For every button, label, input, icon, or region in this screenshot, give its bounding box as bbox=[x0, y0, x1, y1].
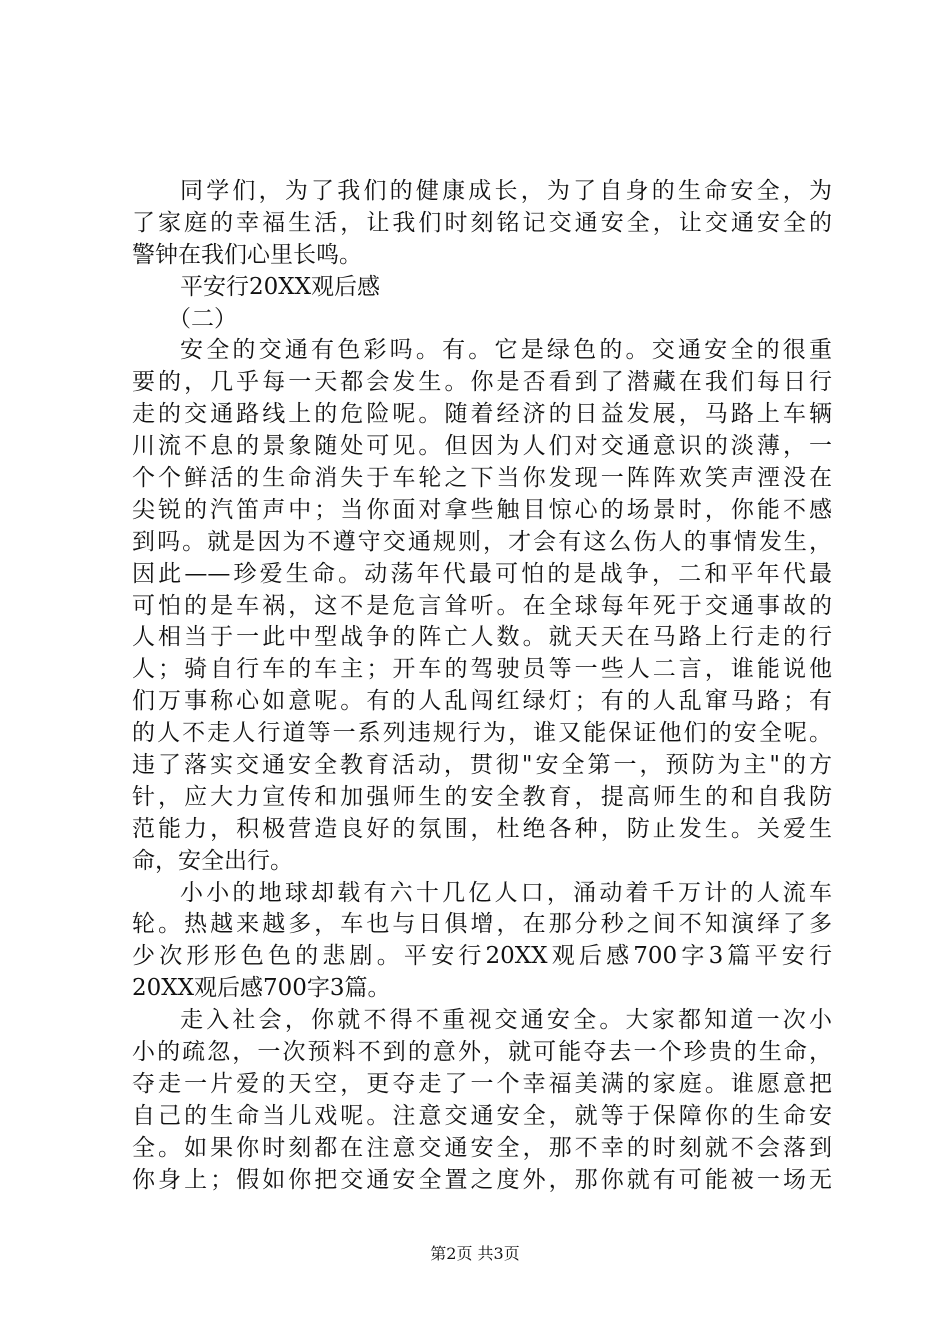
text-line: 轮。热越来越多，车也与日俱增，在那分秒之间不知演绎了多 bbox=[132, 911, 832, 938]
text-line: 川流不息的景象随处可见。但因为人们对交通意识的淡薄，一 bbox=[132, 433, 832, 460]
text-line: 小小的地球却载有六十几亿人口，涌动着千万计的人流车 bbox=[180, 879, 832, 906]
text-line: 范能力，积极营造良好的氛围，杜绝各种，防止发生。关爱生 bbox=[132, 815, 832, 842]
section-number: （二） bbox=[168, 305, 237, 332]
text-line: 因此——珍爱生命。动荡年代最可怕的是战争，二和平年代最 bbox=[132, 560, 832, 587]
text-line: 走入社会，你就不得不重视交通安全。大家都知道一次小 bbox=[180, 1007, 832, 1034]
text-line: 自己的生命当儿戏呢。注意交通安全，就等于保障你的生命安 bbox=[132, 1102, 832, 1129]
text-line: 人；骑自行车的车主；开车的驾驶员等一些人二言，谁能说他 bbox=[132, 656, 832, 683]
text-line: 尖锐的汽笛声中；当你面对拿些触目惊心的场景时，你能不感 bbox=[132, 496, 832, 523]
text-line: 全。如果你时刻都在注意交通安全，那不幸的时刻就不会落到 bbox=[132, 1134, 832, 1161]
text-line: 同学们，为了我们的健康成长，为了自身的生命安全，为 bbox=[180, 178, 832, 204]
page-footer bbox=[0, 1244, 950, 1264]
text-line: 命，安全出行。 bbox=[132, 847, 293, 874]
text-line: 违了落实交通安全教育活动，贯彻"安全第一，预防为主"的方 bbox=[132, 752, 832, 779]
text-line: 少次形形色色的悲剧。平安行20XX观后感700字3篇平安行 bbox=[132, 943, 832, 970]
page-number-label: 第2页 共3页 bbox=[430, 1244, 520, 1263]
text-line: 到吗。就是因为不遵守交通规则，才会有这么伤人的事情发生， bbox=[132, 528, 832, 555]
document-body bbox=[132, 176, 832, 1197]
text-line: 小的疏忽，一次预料不到的意外，就可能夺去一个珍贵的生命， bbox=[132, 1039, 832, 1066]
text-line: 个个鲜活的生命消失于车轮之下当你发现一阵阵欢笑声湮没在 bbox=[132, 465, 832, 492]
text-line: 的人不走人行道等一系列违规行为，谁又能保证他们的安全呢。 bbox=[132, 720, 832, 747]
text-line: 安全的交通有色彩吗。有。它是绿色的。交通安全的很重 bbox=[180, 337, 832, 364]
text-line: 针，应大力宣传和加强师生的安全教育，提高师生的和自我防 bbox=[132, 783, 832, 810]
text-line: 人相当于一此中型战争的阵亡人数。就天天在马路上行走的行 bbox=[132, 624, 832, 651]
text-line: 可怕的是车祸，这不是危言耸听。在全球每年死于交通事故的 bbox=[132, 592, 832, 619]
text-line: 20XX观后感700字3篇。 bbox=[132, 975, 391, 1002]
text-line: 了家庭的幸福生活，让我们时刻铭记交通安全，让交通安全的 bbox=[132, 209, 832, 236]
text-line: 要的，几乎每一天都会发生。你是否看到了潜藏在我们每日行 bbox=[132, 369, 832, 396]
heading-line: 平安行20XX观后感 bbox=[180, 273, 381, 300]
text-line: 夺走一片爱的天空，更夺走了一个幸福美满的家庭。谁愿意把 bbox=[132, 1070, 832, 1097]
text-line: 们万事称心如意呢。有的人乱闯红绿灯；有的人乱窜马路；有 bbox=[132, 688, 832, 715]
text-line: 警钟在我们心里长鸣。 bbox=[132, 241, 362, 268]
text-line: 你身上；假如你把交通安全置之度外，那你就有可能被一场无 bbox=[132, 1166, 832, 1193]
text-line: 走的交通路线上的危险呢。随着经济的日益发展，马路上车辆 bbox=[132, 401, 832, 428]
